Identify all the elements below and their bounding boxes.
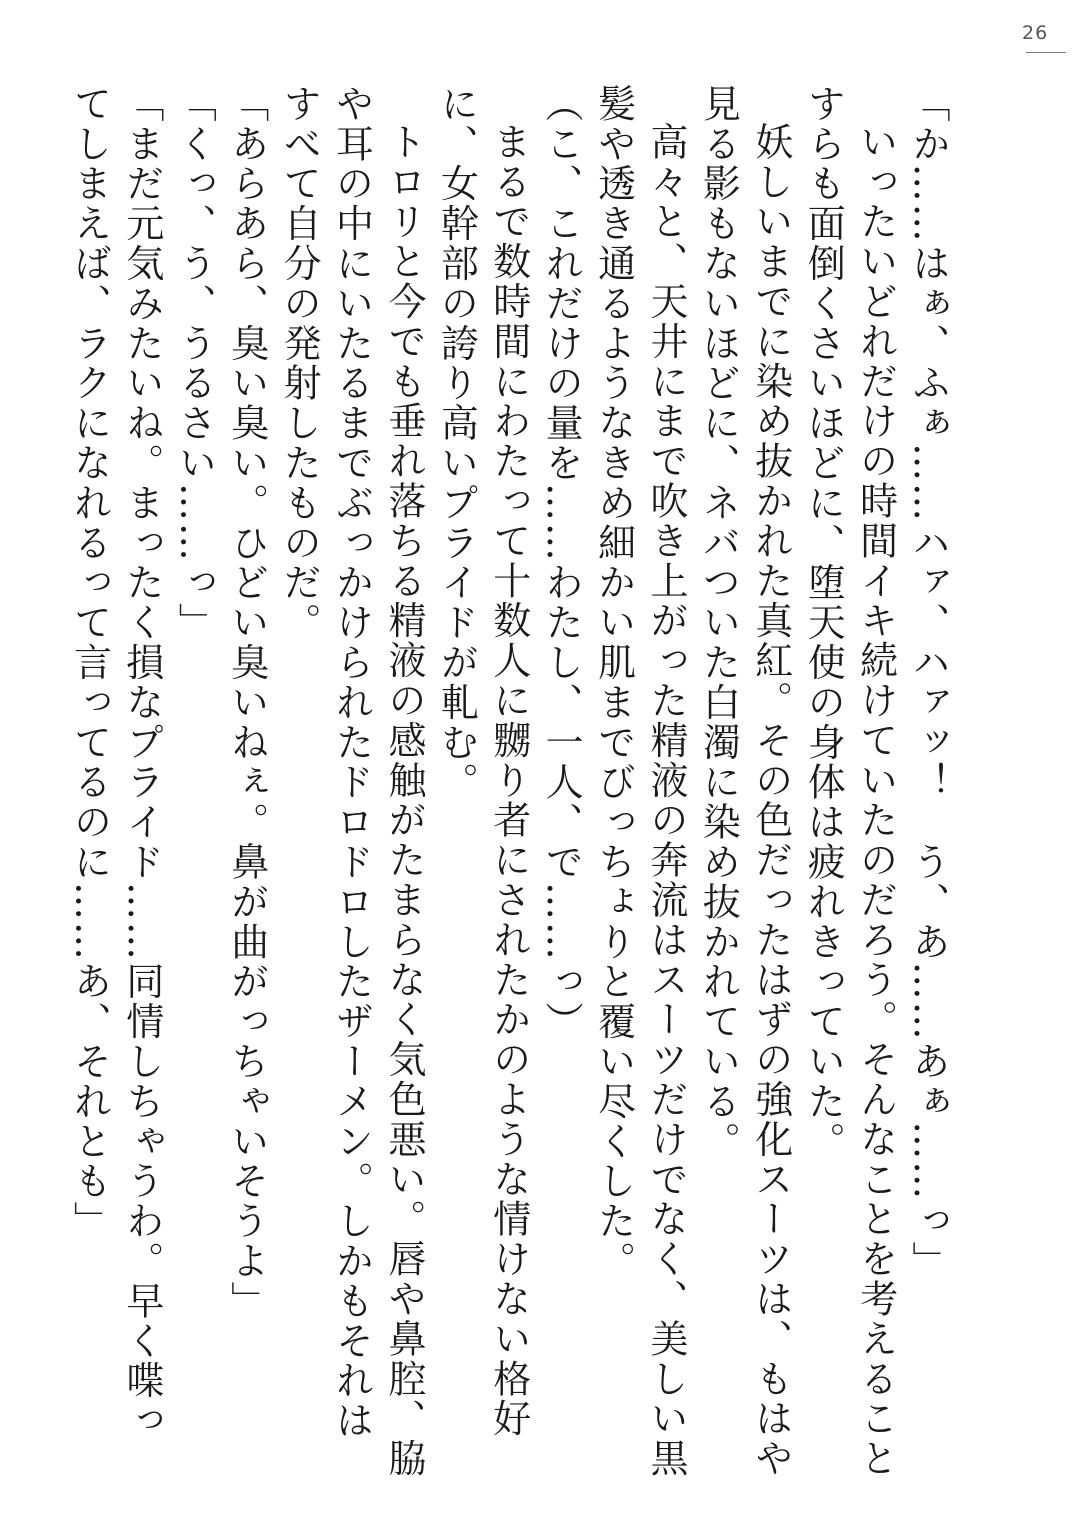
paragraph-7-narration: トロリと今でも垂れ落ちる精液の感触がたまらなく気色悪い。唇や鼻腔、脇や耳の中にいたるまでぶっかけられたドロドロしたザーメン。しかもそれはすべて自分の発射したものだ。 [277, 84, 426, 1479]
paragraph-1-dialogue: 「か……はぁ、ふぁ……ハァ、ハァッ！ う、あ……あぁ……っ」 [906, 84, 950, 1281]
paragraph-6-narration: まるで数時間にわたって十数人に嬲り者にされたかのような情けない格好に、女幹部の誇り高いプライドが軋む。 [434, 84, 531, 1439]
paragraph-9-dialogue: 「くっ、う、うるさい……っ」 [172, 84, 217, 643]
page-number-rule [1026, 52, 1066, 53]
body-text [67, 84, 954, 1480]
page-number: 26 [1022, 22, 1049, 44]
paragraph-3-narration: 妖しいまでに染め抜かれた真紅。その色だったはずの強化スーツは、もはや見る影もないほどに、ネバついた白濁に染め抜かれている。 [696, 84, 793, 1479]
paragraph-8-dialogue: 「あらあら、臭い臭い。ひどい臭いねぇ。鼻が曲がっちゃいそうよ」 [224, 84, 269, 1321]
paragraph-5-inner-monologue: （こ、これだけの量を……わたし、一人、で……っ） [539, 84, 584, 1042]
paragraph-2-narration: いったいどれだけの時間イキ続けていたのだろう。そんなことを考えることすらも面倒くさいほどに、堕天使の身体は疲れきっていた。 [801, 84, 898, 1479]
paragraph-10-dialogue: 「まだ元気みたいね。まったく損なプライド……同情しちゃうわ。早く喋ってしまえば、ラクになれるって言ってるのに……あ、それとも」 [67, 84, 164, 1441]
paragraph-4-narration: 高々と、天井にまで吹き上がった精液の奔流はスーツだけでなく、美しい黒髪や透き通るようなきめ細かい肌までびっちょりと覆い尽くした。 [591, 84, 688, 1479]
